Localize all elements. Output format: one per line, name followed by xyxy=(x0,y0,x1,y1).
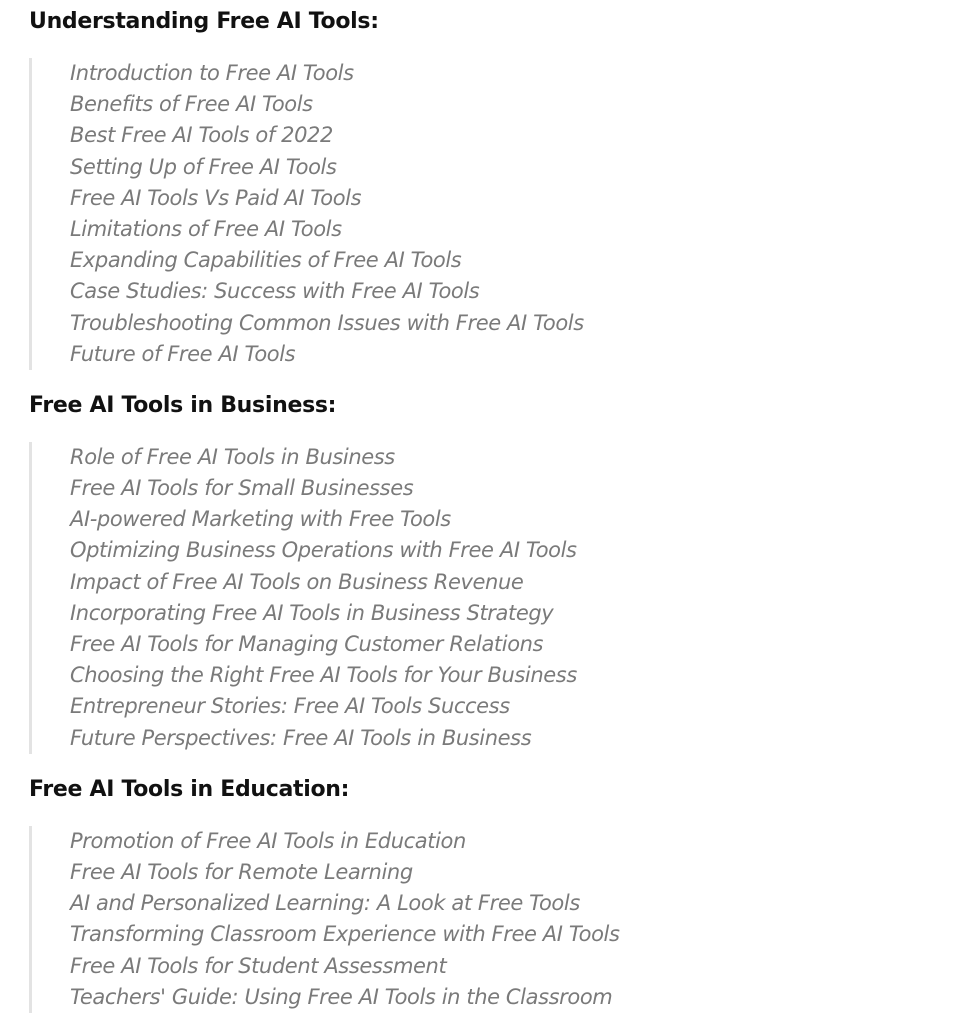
section-education xyxy=(29,774,952,1013)
list-item: Free AI Tools for Student Assessment xyxy=(70,953,447,978)
list-item: Setting Up of Free AI Tools xyxy=(70,154,337,179)
list-item: Free AI Tools for Small Businesses xyxy=(70,476,414,501)
list-item: Case Studies: Success with Free AI Tools xyxy=(70,279,480,304)
list-item: Free AI Tools Vs Paid AI Tools xyxy=(70,185,362,210)
section-title: Free AI Tools in Business: xyxy=(29,392,337,418)
list-item: Optimizing Business Operations with Free AI Tools xyxy=(70,538,577,563)
section-understanding xyxy=(29,6,952,370)
list-item: Free AI Tools for Managing Customer Relations xyxy=(70,632,544,656)
list-item: Transforming Classroom Experience with Free AI Tools xyxy=(70,922,620,947)
list-item: Impact of Free AI Tools on Business Revenue xyxy=(70,569,524,594)
list-item: Expanding Capabilities of Free AI Tools xyxy=(70,248,462,273)
list-item: Limitations of Free AI Tools xyxy=(70,216,342,241)
topic-list xyxy=(29,826,952,1013)
list-item: Promotion of Free AI Tools in Education xyxy=(70,828,466,853)
list-item: Troubleshooting Common Issues with Free AI Tools xyxy=(70,310,584,335)
list-item: Introduction to Free AI Tools xyxy=(70,61,354,85)
list-item: Future Perspectives: Free AI Tools in Business xyxy=(70,725,532,750)
section-business xyxy=(29,390,952,754)
list-item: Best Free AI Tools of 2022 xyxy=(70,123,333,148)
list-item: Benefits of Free AI Tools xyxy=(70,92,313,117)
list-item: Free AI Tools for Remote Learning xyxy=(70,859,413,884)
list-item: Future of Free AI Tools xyxy=(70,341,296,366)
list-item: AI and Personalized Learning: A Look at Free Tools xyxy=(70,891,580,916)
section-title: Understanding Free AI Tools: xyxy=(29,9,379,34)
topic-list xyxy=(29,58,952,370)
list-item: Choosing the Right Free AI Tools for Your Business xyxy=(70,663,577,688)
list-item: Incorporating Free AI Tools in Business Strategy xyxy=(70,600,554,625)
document-content xyxy=(29,6,952,1013)
list-item: Teachers' Guide: Using Free AI Tools in the Classroom xyxy=(70,984,613,1009)
list-item: Role of Free AI Tools in Business xyxy=(70,444,395,469)
list-item: AI-powered Marketing with Free Tools xyxy=(70,507,451,532)
section-title: Free AI Tools in Education: xyxy=(29,776,350,802)
topic-list xyxy=(29,442,952,754)
list-item: Entrepreneur Stories: Free AI Tools Success xyxy=(70,694,510,719)
